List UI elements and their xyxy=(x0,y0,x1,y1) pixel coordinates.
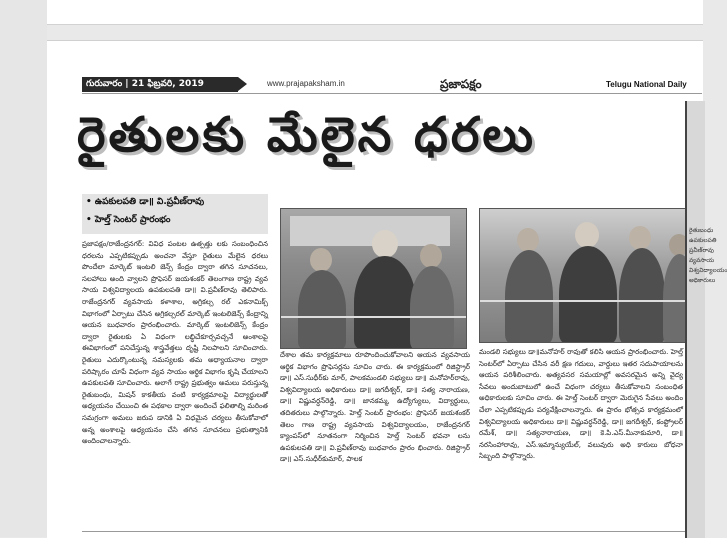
date-arrow-icon xyxy=(238,77,247,91)
article-column-3: మండలి సభ్యులు డా॥మనోహర్ రావుతో కలిసి ఆయన ప్రారంభించారు. హెల్త్ సెంటర్‌లో ఏర్పాటు చేసిన వరీ క్షణ గదులు, వార్డులు ఇతర సదుపాయాలను ఆయన పరిశీలించారు. అత్యవసర సమయాల్లో అవసరమైన అన్ని వైద్య సేవలు అందుబాటులో ఉంచే విధంగా చర్యలు తీసుకోవాలని సంబంధిత అధికారులకు సూచిం చారు. ఈ హెల్త్ సెంటర్ ద్వారా మెరుగైన సేవలు అందిం చేలా ఎప్పటికప్పుడు పర్యవేక్షించాలన్నారు. ఈ ప్రారం భోత్సవ కార్యక్రమంలో విశ్వవిద్యాలయ అధికారులు డా॥ విష్ణువర్ధన్‌రెడ్డి, డా॥ జగదీశ్వర్, కంప్ట్రోలర్ రమేశ్, డా॥ సత్యనారాయణ, డా॥ కె.పి.ఎస్.మీనాకుమారి, డా॥ నరసింహారావు, ఎస్.ఇమ్మాన్యుయేల్, వలువురు అధి కారులు బోధనా సిబ్బంది పాల్గొన్నారు. xyxy=(479,348,683,461)
subhead-box xyxy=(82,194,268,234)
newspaper-page xyxy=(47,40,727,538)
issue-date: గురువారం | 21 ఫిబ్రవరి, 2019 xyxy=(82,77,238,92)
article-column-2: దేశాల తమ కార్యక్రమాలు రూపొందించుకోవాలని ఆయన వ్యవసాయ ఆర్థిక విభాగం ప్రొఫెసర్లను సూచిం చారు. ఈ కార్యక్రమంలో రిజిస్ట్రార్ డా॥ ఎస్.సుధీర్‌కు మార్, పాలకమండలి సభ్యులు డా॥ మనోహర్‌రావు, విశ్వవిద్యాలయ అధికారులు డా॥ జగదీశ్వర్, డా॥ సత్య నారాయణ, డా॥ విష్ణువర్ధన్‌రెడ్డి, డా॥ జానకమ్మ, ఉద్యోగ్యులు, విద్యార్థులు, తదితరులు పాల్గొన్నారు. హెల్త్ సెంటర్ ప్రారంభం: ప్రొఫెసర్ జయశంకర్ తెలం గాణ రాష్ట్ర వ్యవసాయ విశ్వవిద్యాలయం, రాజేంద్రనగర్ క్యాంపస్‌లో నూతనంగా నిర్మించిన హెల్త్ సెంటర్ భవనా లను ఉపకులపతి డా॥ వి.ప్రవీణ్‌రావు బుధవారం ప్రారం భించారు. రిజిస్ట్రార్ డా॥ ఎస్.సుధీర్‌కుమార్, పాలక xyxy=(280,351,470,464)
inauguration-photo xyxy=(280,208,467,349)
subhead-health-center: • హెల్త్ సెంటర్ ప్రారంభం xyxy=(86,215,171,225)
masthead-bar xyxy=(82,77,703,92)
previous-page-edge xyxy=(47,0,703,25)
article-column-1: ప్రజాపక్షం/రాజేంద్రనగర్: వివిధ పంటల ఉత్పత్తు లకు సంబంధించిన ధరలను ఎప్పటికప్పుడు అంచనా వేస్తూ రైతులు మేలైన ధరలు పొందేలా మార్కెట్ ఇంటలి జెన్స్ కేంద్రం ద్వారా తగిన సూచనలు, సలహాలు అంది వ్వాలని ప్రొఫెసర్ జయశంకర్ తెలంగాణ రాష్ట్ర వ్యవ సాయ విశ్వవిద్యాలయ ఉపకులపతి డా॥ వి.ప్రవీణ్‌రావు తెలిపారు. రాజేంద్రనగర్ వ్యవసాయ కళాశాల, అగ్రికల్చ రల్ ఎకనామిక్స్ విభాగంలో ఏర్పాటు చేసిన అగ్రికల్చరల్ మార్కెట్ ఇంటలిజెన్స్ కేంద్రాన్ని ఆయన బుధవారం ప్రారంభించారు. మార్కెట్ ఇంటలిజెన్స్ కేంద్రం ద్వారా రైతులకు ఏ విధంగా లబ్ధిచేకూర్చవచ్చనే అంశాలపై ఈవిభాగంలో పనిచేస్తున్న శాస్త్రవేత్తలు దృష్టి నిలపాలని సూచించారు. రైతులు ఎదుర్కొంటున్న సమస్యలకు తమ అధ్యాయనాల ద్వారా పరిష్కారం చూపే విధంగా వ్యవ సాయం ఆర్థిక విభాగం కృషి చేయాలని ఉపకులపతి సూచించారు. అలాగే రాష్ట్ర ప్రభుత్వం అమలు పరుస్తున్న రైతుబంధు, మిషన్ కాకతీయ వంటి కార్యక్రమాలపై విద్యార్థులతో అధ్యయనం చేయించి ఈ పథకాల ద్వారా అందించే ఫలితాల్ని మరింత సమగ్రంగా అమలు జరుప డానికి ఏ విధమైన చర్యలు తీసుకోవాలో అన్న అంశాలపై అధ్యయనం చేసి తగిన సూచనలు ప్రభుత్వానికి అందించాలన్నారు. xyxy=(82,240,268,446)
photo-frame xyxy=(280,208,467,349)
masthead-rule xyxy=(82,93,702,94)
left-gutter xyxy=(0,0,47,537)
subhead-vice-chancellor: • ఉపకులపతి డా॥ వి.ప్రవీణ్‌రావు xyxy=(86,197,205,207)
paper-logo: ప్రజాపక్షం xyxy=(440,77,482,91)
website-url: www.prajapaksham.in xyxy=(267,79,345,88)
edition-label: Telugu National Daily xyxy=(606,80,687,89)
bottom-rule xyxy=(82,531,687,532)
photo-frame xyxy=(479,208,696,343)
article-headline: రైతులకు మేలైన ధరలు xyxy=(77,107,537,163)
adjacent-article-text: రైతుబంధు ఉపకులపతి ప్రవీణ్‌రావు వ్యవసాయ విశ్వవిద్యాలయం అధికారులు xyxy=(689,227,727,284)
health-center-photo xyxy=(479,208,696,343)
